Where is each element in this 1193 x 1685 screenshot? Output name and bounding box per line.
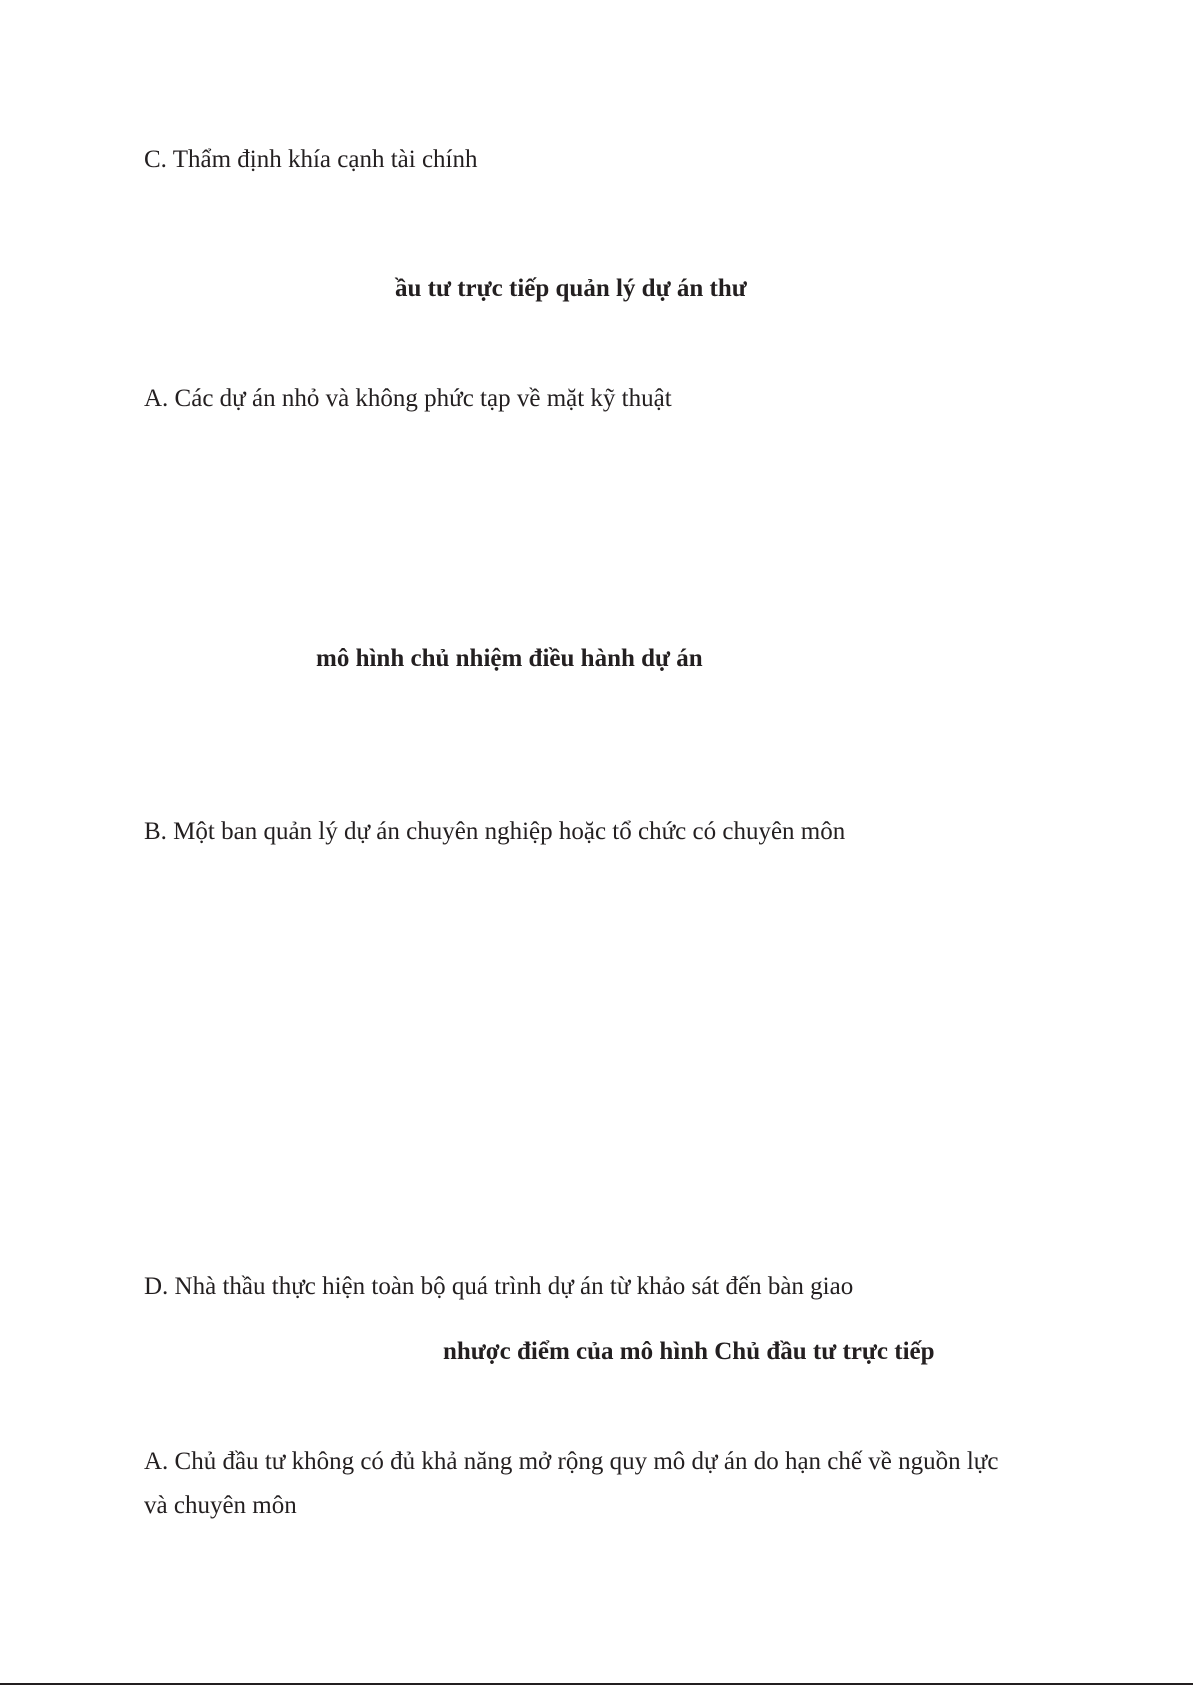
- question-heading-fragment: mô hình chủ nhiệm điều hành dự án: [316, 645, 703, 672]
- option-b-text: B. Một ban quản lý dự án chuyên nghiệp hoặc tổ chức có chuyên môn: [144, 818, 846, 845]
- question-heading-fragment: ầu tư trực tiếp quản lý dự án thư: [395, 275, 747, 302]
- option-a-text-line-2: và chuyên môn: [144, 1492, 297, 1519]
- option-d-text: D. Nhà thầu thực hiện toàn bộ quá trình dự án từ khảo sát đến bàn giao: [144, 1273, 854, 1300]
- option-a-text-line-1: A. Chủ đầu tư không có đủ khả năng mở rộng quy mô dự án do hạn chế về nguồn lực: [144, 1448, 999, 1475]
- option-c-text: C. Thẩm định khía cạnh tài chính: [144, 146, 478, 173]
- option-a-text: A. Các dự án nhỏ và không phức tạp về mặt kỹ thuật: [144, 385, 672, 412]
- question-heading-fragment: nhược điểm của mô hình Chủ đầu tư trực tiếp: [443, 1338, 935, 1365]
